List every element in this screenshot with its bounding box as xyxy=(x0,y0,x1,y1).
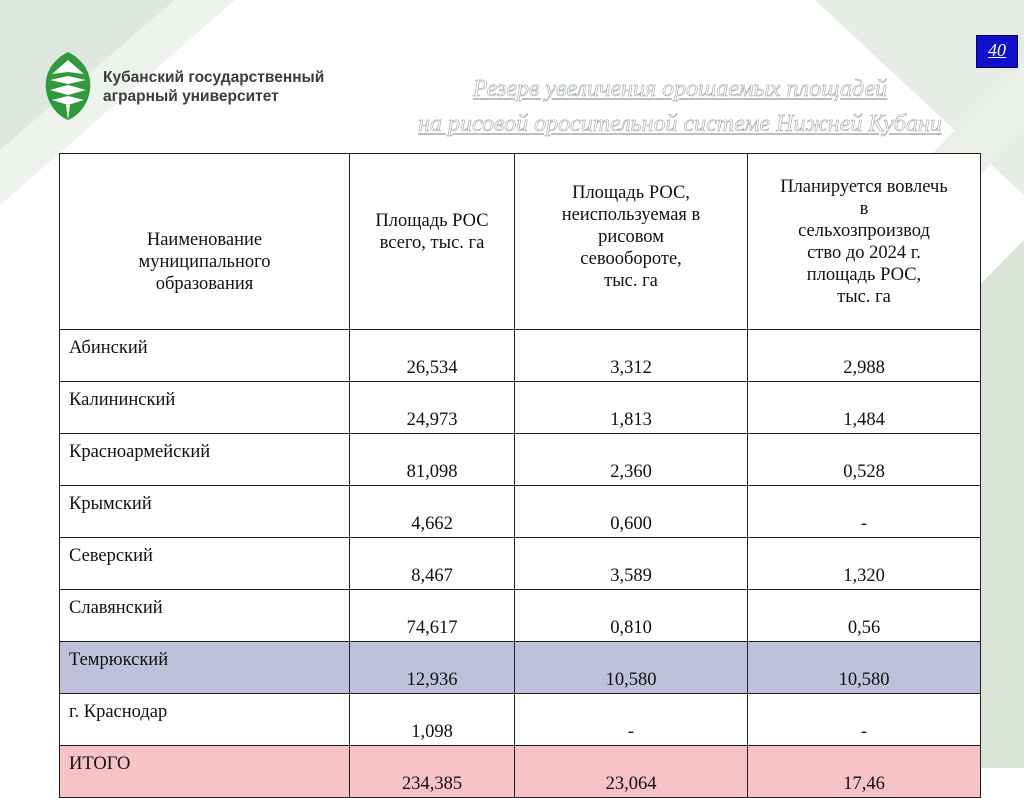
row-total-cell: 74,617 xyxy=(350,590,515,642)
header-unused-area xyxy=(515,154,748,330)
table-body xyxy=(60,330,981,798)
header-line: рисовом xyxy=(598,226,664,247)
header-line: образования xyxy=(155,273,254,294)
header-line: тыс. га xyxy=(837,286,891,307)
table-row xyxy=(60,382,981,434)
row-total-cell: 81,098 xyxy=(350,434,515,486)
header-line: муниципального xyxy=(138,251,271,272)
row-name-cell: Калининский xyxy=(60,382,350,434)
row-planned-cell: 2,988 xyxy=(748,330,981,382)
header-line: Площадь РОС xyxy=(375,210,489,231)
header-line: в xyxy=(859,198,869,219)
row-planned-cell: 17,46 xyxy=(748,746,981,798)
row-planned-cell: 1,484 xyxy=(748,382,981,434)
row-name-cell: Крымский xyxy=(60,486,350,538)
row-total-cell: 12,936 xyxy=(350,642,515,694)
row-unused-cell: 3,312 xyxy=(515,330,748,382)
header-municipality xyxy=(60,154,350,330)
row-unused-cell: 1,813 xyxy=(515,382,748,434)
row-planned-cell: - xyxy=(748,694,981,746)
header-line: ство до 2024 г. xyxy=(807,242,921,263)
row-unused-cell: 3,589 xyxy=(515,538,748,590)
table-row xyxy=(60,434,981,486)
row-planned-cell: - xyxy=(748,486,981,538)
row-total-cell: 4,662 xyxy=(350,486,515,538)
university-name-line2: аграрный университет xyxy=(103,88,279,105)
slide-title xyxy=(380,72,980,142)
row-unused-cell: 0,600 xyxy=(515,486,748,538)
row-total-cell: 26,534 xyxy=(350,330,515,382)
row-unused-cell: - xyxy=(515,694,748,746)
table-header-row xyxy=(60,154,981,330)
slide-title-line1: Резерв увеличения орошаемых площадей xyxy=(472,76,888,102)
header-total-area xyxy=(350,154,515,330)
row-name-cell: Славянский xyxy=(60,590,350,642)
row-name-cell: Северский xyxy=(60,538,350,590)
header-line: Планируется вовлечь xyxy=(780,176,948,197)
row-unused-cell: 10,580 xyxy=(515,642,748,694)
table-row xyxy=(60,746,981,798)
header-line: неиспользуемая в xyxy=(561,204,701,225)
table-row xyxy=(60,642,981,694)
header-line: сельхозпроизвод xyxy=(798,220,930,241)
slide-title-line2: на рисовой оросительной системе Нижней Кубани xyxy=(418,111,942,137)
header-line: всего, тыс. га xyxy=(379,232,485,253)
header-line: площадь РОС, xyxy=(806,264,922,285)
university-logo xyxy=(38,50,98,122)
table-row xyxy=(60,330,981,382)
university-name xyxy=(103,68,324,106)
row-total-cell: 24,973 xyxy=(350,382,515,434)
row-name-cell: ИТОГО xyxy=(60,746,350,798)
row-total-cell: 1,098 xyxy=(350,694,515,746)
header-line: Площадь РОС, xyxy=(572,182,690,203)
header-line: Наименование xyxy=(146,229,263,250)
row-planned-cell: 0,56 xyxy=(748,590,981,642)
row-unused-cell: 2,360 xyxy=(515,434,748,486)
row-total-cell: 8,467 xyxy=(350,538,515,590)
irrigated-area-table xyxy=(59,153,981,798)
row-planned-cell: 0,528 xyxy=(748,434,981,486)
header-line: севообороте, xyxy=(580,248,682,269)
table-row xyxy=(60,590,981,642)
row-planned-cell: 1,320 xyxy=(748,538,981,590)
header-planned-area xyxy=(748,154,981,330)
table-row xyxy=(60,694,981,746)
slide-number-link[interactable]: 40 xyxy=(976,35,1018,68)
row-unused-cell: 23,064 xyxy=(515,746,748,798)
row-name-cell: г. Краснодар xyxy=(60,694,350,746)
row-name-cell: Темрюкский xyxy=(60,642,350,694)
row-planned-cell: 10,580 xyxy=(748,642,981,694)
row-name-cell: Абинский xyxy=(60,330,350,382)
row-total-cell: 234,385 xyxy=(350,746,515,798)
header-line: тыс. га xyxy=(604,270,658,291)
row-unused-cell: 0,810 xyxy=(515,590,748,642)
university-name-line1: Кубанский государственный xyxy=(103,69,325,86)
row-name-cell: Красноармейский xyxy=(60,434,350,486)
table-row xyxy=(60,538,981,590)
table-row xyxy=(60,486,981,538)
